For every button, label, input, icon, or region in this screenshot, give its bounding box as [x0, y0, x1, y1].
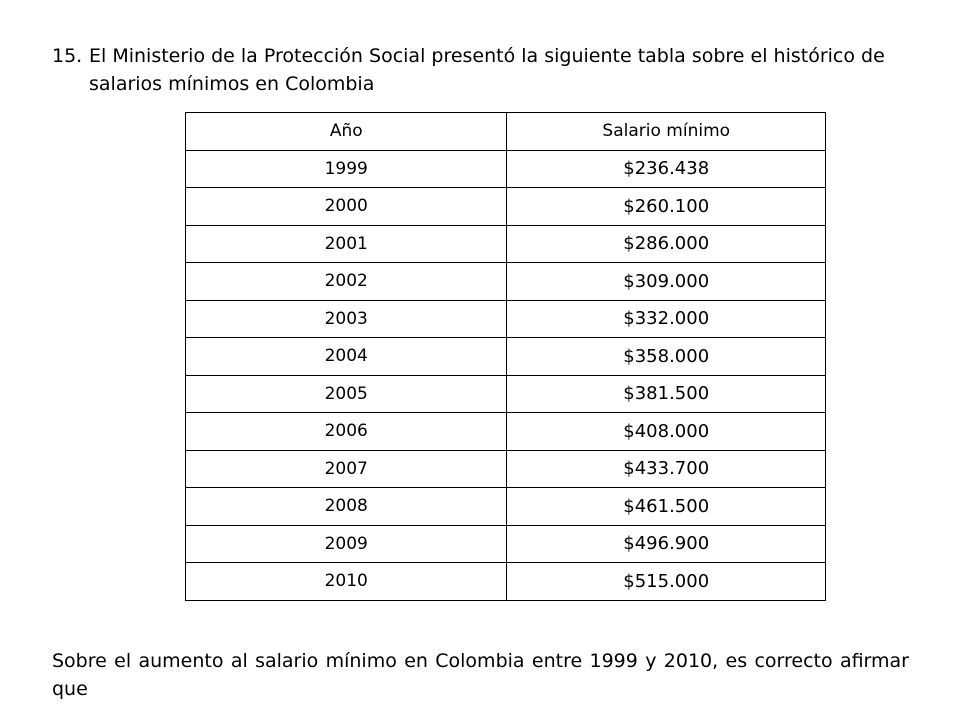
- year-cell: 2002: [186, 263, 507, 301]
- table-row: [186, 563, 826, 601]
- table-row: [186, 488, 826, 526]
- salary-cell: $515.000: [507, 563, 826, 601]
- table-row: [186, 413, 826, 451]
- table-row: [186, 263, 826, 301]
- table-row: [186, 150, 826, 188]
- year-cell: 2000: [186, 188, 507, 226]
- salary-cell: $381.500: [507, 375, 826, 413]
- year-cell: 2003: [186, 300, 507, 338]
- year-cell: 2008: [186, 488, 507, 526]
- table-header-row: [186, 113, 826, 151]
- salary-cell: $286.000: [507, 225, 826, 263]
- salary-cell: $461.500: [507, 488, 826, 526]
- table-row: [186, 450, 826, 488]
- year-cell: 2005: [186, 375, 507, 413]
- salary-cell: $332.000: [507, 300, 826, 338]
- year-cell: 1999: [186, 150, 507, 188]
- year-cell: 2006: [186, 413, 507, 451]
- table-row: [186, 300, 826, 338]
- table-row: [186, 375, 826, 413]
- salary-cell: $496.900: [507, 525, 826, 563]
- salary-cell: $309.000: [507, 263, 826, 301]
- year-cell: 2004: [186, 338, 507, 376]
- year-cell: 2001: [186, 225, 507, 263]
- question-statement: [52, 42, 912, 98]
- followup-question: Sobre el aumento al salario mínimo en Colombia entre 1999 y 2010, es correcto afirmar que: [52, 650, 909, 700]
- year-cell: 2007: [186, 450, 507, 488]
- minimum-wage-table: [185, 112, 826, 601]
- column-header-salary: Salario mínimo: [507, 113, 826, 151]
- table-row: [186, 225, 826, 263]
- year-cell: 2010: [186, 563, 507, 601]
- salary-cell: $408.000: [507, 413, 826, 451]
- question-number: 15.: [52, 45, 83, 67]
- column-header-year: Año: [186, 113, 507, 151]
- salary-cell: $236.438: [507, 150, 826, 188]
- table-row: [186, 525, 826, 563]
- salary-cell: $358.000: [507, 338, 826, 376]
- table-row: [186, 188, 826, 226]
- question-text: El Ministerio de la Protección Social presentó la siguiente tabla sobre el histórico de salarios mínimos en Colombia: [89, 45, 885, 95]
- salary-cell: $260.100: [507, 188, 826, 226]
- salary-cell: $433.700: [507, 450, 826, 488]
- table-row: [186, 338, 826, 376]
- year-cell: 2009: [186, 525, 507, 563]
